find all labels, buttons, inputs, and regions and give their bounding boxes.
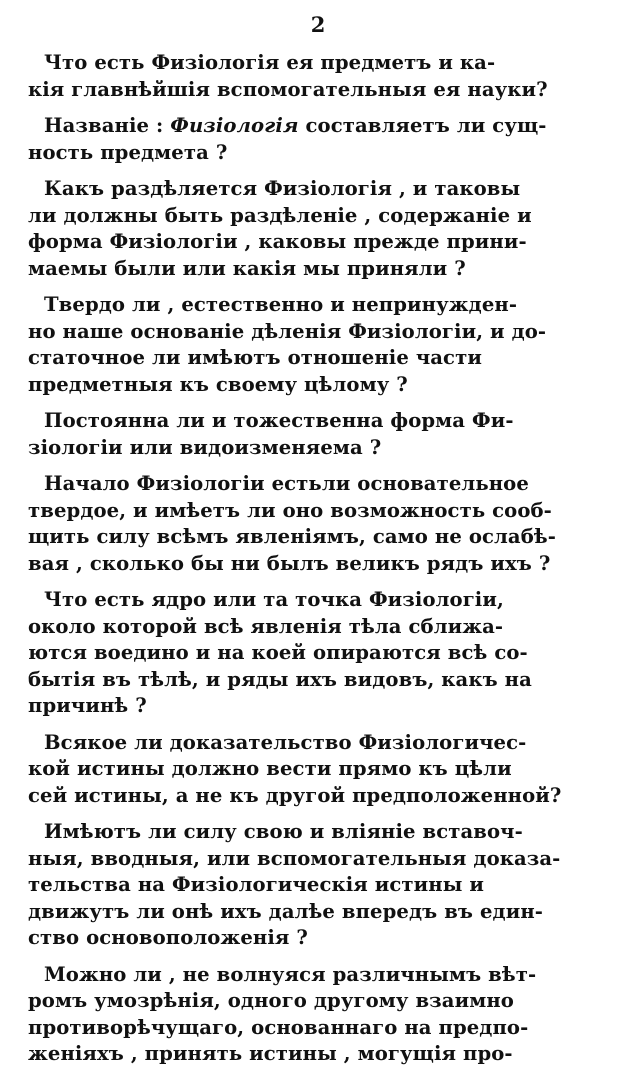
text-line: ныя, вводныя, или вспомогательныя доказа- <box>28 846 561 870</box>
paragraph <box>28 471 620 577</box>
text-line <box>28 113 620 140</box>
paragraph <box>28 730 620 810</box>
text-line: кія главнѣйшія вспомогательныя ея науки? <box>28 77 548 101</box>
text-line: Что есть Физіологія ея предметъ и ка- <box>44 51 496 74</box>
text-line: Постоянна ли и тожественна форма Фи- <box>44 409 514 432</box>
page-number: 2 <box>310 12 326 37</box>
text-segment: составляетъ ли сущ- <box>298 114 547 137</box>
text-line: женіяхъ , принять истины , могущія про- <box>28 1042 513 1065</box>
paragraph <box>28 176 620 282</box>
paragraph <box>28 113 620 166</box>
paragraph <box>28 292 620 398</box>
text-line: противорѣчущаго, основаннаго на предпо- <box>28 1015 529 1039</box>
text-line: Твердо ли , естественно и непринужден- <box>44 293 518 316</box>
text-line: статочное ли имѣютъ отношеніе части <box>28 346 482 369</box>
italic-term: Физіологія <box>170 114 299 137</box>
text-line: Что есть ядро или та точка Физіологіи, <box>44 588 504 611</box>
text-line: ются воедино и на коей опираются всѣ со- <box>28 641 528 664</box>
text-line: ли должны быть раздѣленіе , содержаніе и <box>28 203 532 227</box>
text-line: около которой всѣ явленія тѣла сближа- <box>28 614 504 638</box>
paragraph <box>28 962 620 1068</box>
text-line: но наше основаніе дѣленія Физіологіи, и до- <box>28 319 547 343</box>
text-line: причинѣ ? <box>28 694 147 717</box>
text-line: Можно ли , не волнуяся различнымъ вѣт- <box>44 962 537 986</box>
text-segment: ность предмета ? <box>28 140 228 164</box>
paragraph <box>28 408 620 461</box>
text-line: щить силу всѣмъ явленіямъ, само не ослабѣ- <box>28 525 557 548</box>
text-line: Всякое ли доказательство Физіологичес- <box>44 730 527 754</box>
text-line: ство основоположенія ? <box>28 926 308 949</box>
text-line: вая , сколько бы ни былъ великъ рядъ ихъ ? <box>28 551 551 575</box>
text-line: зіологіи или видоизменяема ? <box>28 435 382 459</box>
text-line: маемы были или какія мы приняли ? <box>28 256 466 280</box>
text-line: твердое, и имѣетъ ли оно возможность сооб- <box>28 498 552 522</box>
text-line: тельства на Физіологическія истины и <box>28 873 485 896</box>
paragraph <box>28 819 620 952</box>
paragraph <box>28 587 620 720</box>
text-line: движутъ ли онѣ ихъ далѣе впередъ въ един- <box>28 899 544 923</box>
page-body <box>28 50 620 1078</box>
text-segment: Названіе : <box>44 114 171 137</box>
text-line: предметныя къ своему цѣлому ? <box>28 372 408 396</box>
text-line: сей истины, а не къ другой предположенной? <box>28 783 562 807</box>
text-line: Какъ раздѣляется Физіологія , и таковы <box>44 177 521 200</box>
paragraph <box>28 50 620 103</box>
text-line: кой истины должно вести прямо къ цѣли <box>28 757 512 780</box>
text-line: ромъ умозрѣнія, одного другому взаимно <box>28 989 514 1012</box>
text-line: Начало Физіологіи естьли основательное <box>44 472 529 495</box>
text-line: бытія въ тѣлѣ, и ряды ихъ видовъ, какъ на <box>28 667 532 691</box>
text-line: форма Физіологіи , каковы прежде прини- <box>28 230 527 253</box>
text-line: Имѣютъ ли силу свою и вліяніе вставоч- <box>44 820 523 843</box>
text-line <box>28 140 620 167</box>
